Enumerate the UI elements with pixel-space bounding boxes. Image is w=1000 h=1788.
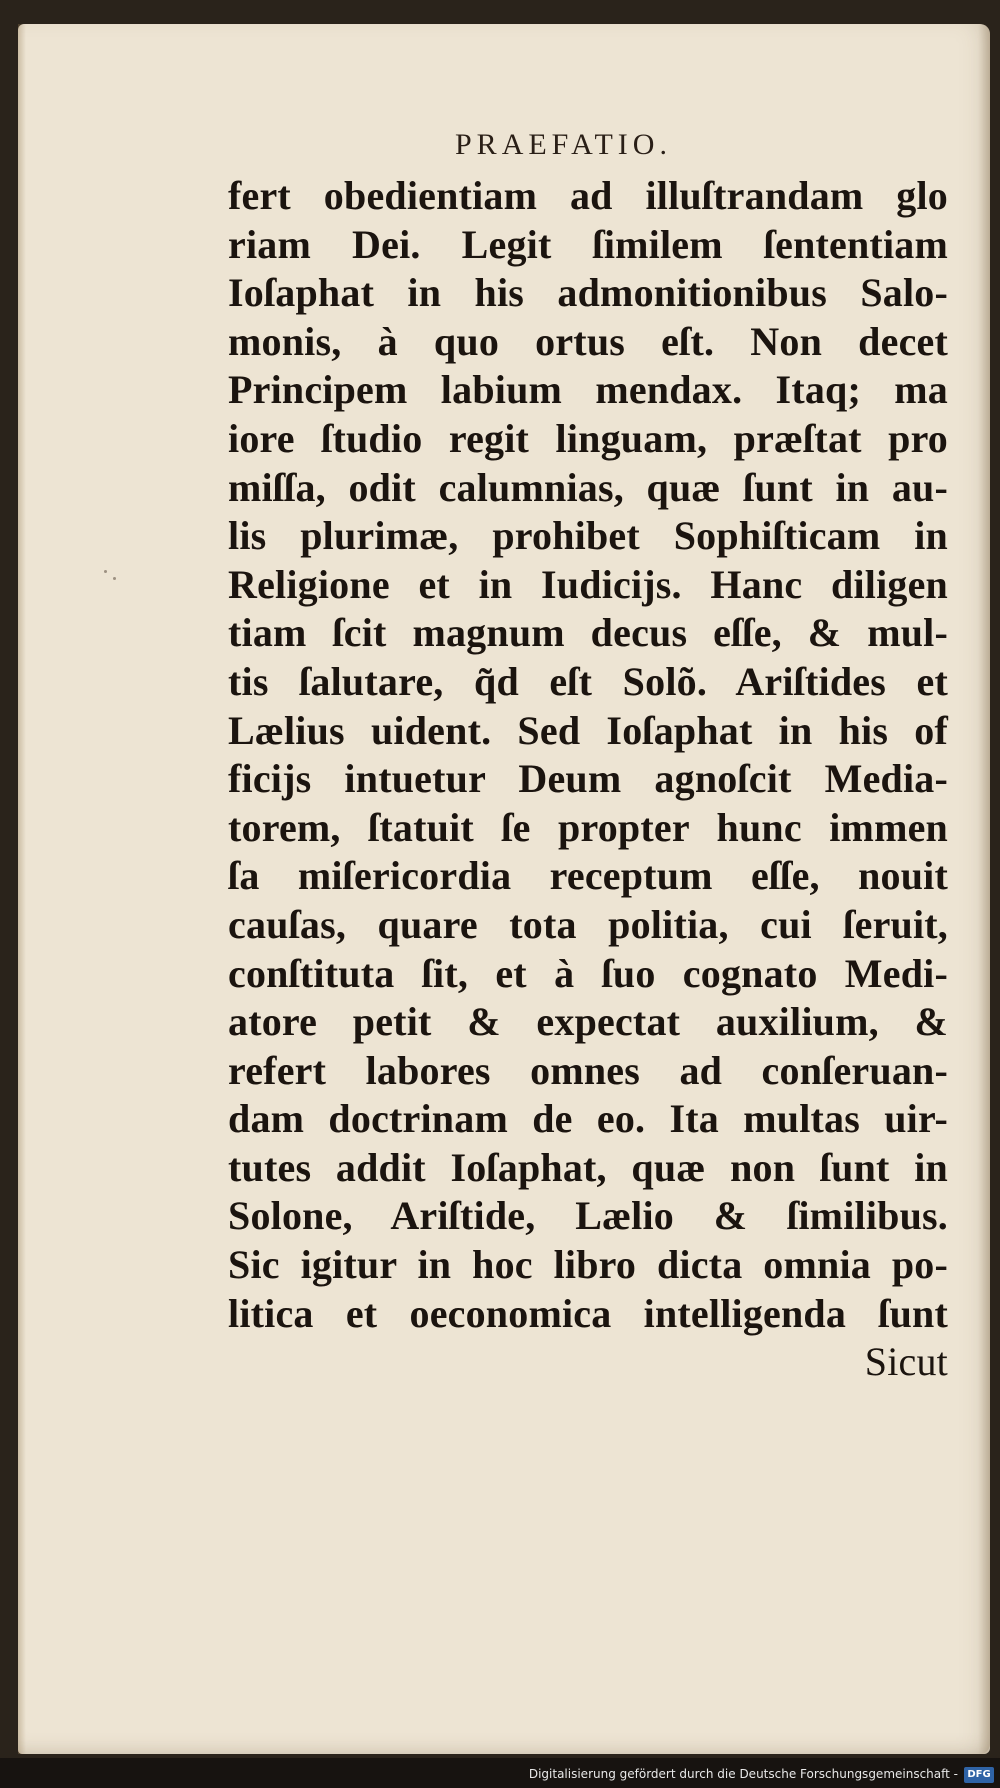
body-text [228,172,948,1387]
text-line: tutes addit Ioſaphat, quæ non ſunt in [228,1144,948,1190]
text-line: conſtituta ſit, et à ſuo cognato Medi- [228,950,948,996]
text-line: Principem labium mendax. Itaq; ma [228,367,948,413]
catchword: Sicut [864,1339,948,1385]
text-line: Religione et in Iudicijs. Hanc diligen [228,561,948,607]
text-line: Lælius uident. Sed Ioſaphat in his of [228,707,948,753]
text-line: ſa miſericordia receptum eſſe, nouit [228,853,948,899]
text-line: Sic igitur in hoc libro dicta omnia po- [228,1242,948,1288]
text-line: lis plurimæ, prohibet Sophiſticam in [228,513,948,559]
footer-bar [0,1758,1000,1788]
text-line: fert obedientiam ad illuſtrandam glo [228,173,948,218]
text-line: riam Dei. Legit ſimilem ſententiam [228,221,948,267]
paper-speck [113,577,116,580]
text-line: miſſa, odit calumnias, quæ ſunt in au- [228,464,948,510]
text-line: atore petit & expectat auxilium, & [228,999,948,1045]
text-line: dam doctrinam de eo. Ita multas uir- [228,1096,948,1142]
text-line: litica et oeconomica intelligenda ſunt [228,1290,948,1336]
text-line: ficijs intuetur Deum agnoſcit Media- [228,756,948,802]
funding-credit: Digitalisierung gefördert durch die Deutsche Forschungsgemeinschaft - [528,1767,958,1781]
page-gutter-shadow [18,24,26,1754]
running-head: PRAEFATIO. [455,128,672,161]
page-edge-shadow [978,24,990,1754]
text-line: Ioſaphat in his admonitionibus Salo- [228,270,948,316]
paper-speck [104,570,107,573]
dfg-logo-icon: DFG [964,1767,994,1783]
text-line: iore ſtudio regit linguam, præſtat pro [228,415,948,461]
text-line: torem, ſtatuit ſe propter hunc immen [228,804,948,850]
text-line: tis ſalutare, q̃d eſt Solõ. Ariſtides et [228,658,948,704]
text-line: Solone, Ariſtide, Lælio & ſimilibus. [228,1193,948,1239]
text-line: tiam ſcit magnum decus eſſe, & mul- [228,610,948,656]
text-line: cauſas, quare tota politia, cui ſeruit, [228,901,948,947]
text-line: refert labores omnes ad conſeruan- [228,1047,948,1093]
text-line: monis, à quo ortus eſt. Non decet [228,318,948,364]
